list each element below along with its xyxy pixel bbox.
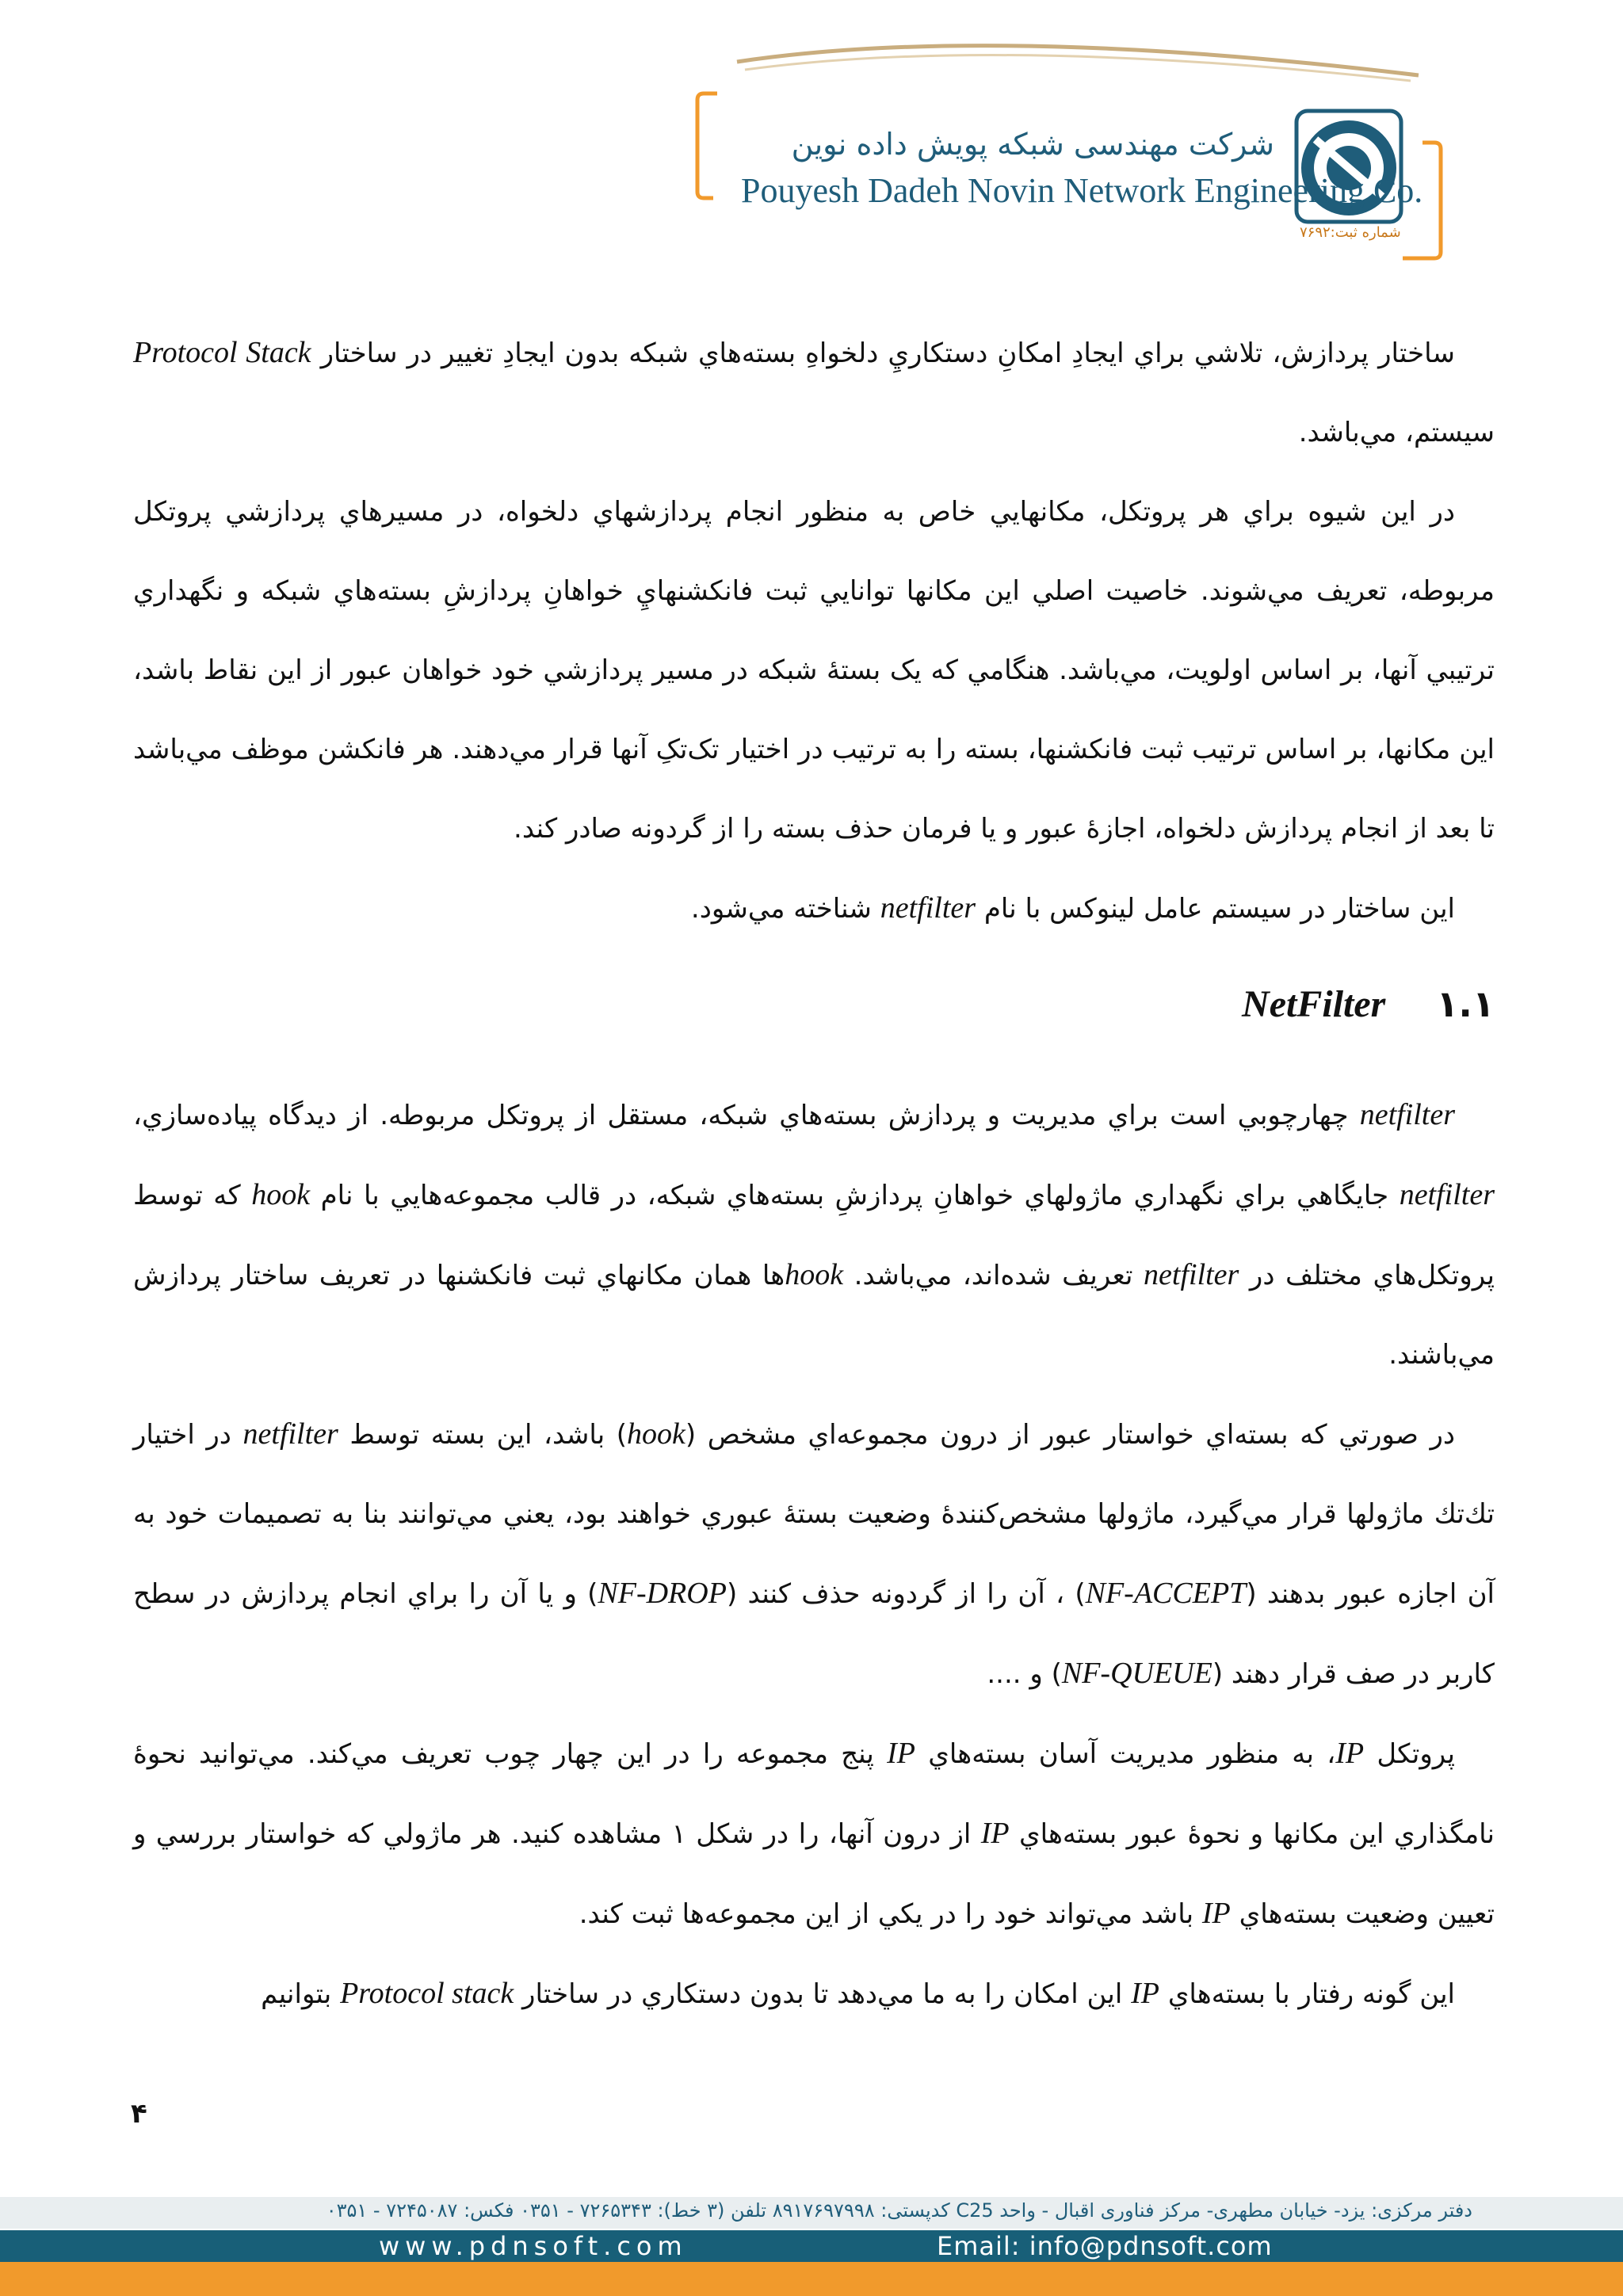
paragraph-1: ساختار پردازش، تلاشي براي ايجادِ امكانِ دستكاريِ دلخواهِ بسته‌هاي شبكه بدون ايجادِ تغيير در ساختار Protocol Stack سيستم، مي‌باشد. xyxy=(133,336,1495,448)
footer-orange-bar xyxy=(0,2262,1623,2296)
paragraph-3: اين ساختار در سيستم عامل لينوكس با نام netfilter شناخته مي‌شود. xyxy=(690,891,1455,925)
paragraph-4: netfilter چهارچوبي است براي مديريت و پردازش بسته‌هاي شبكه، مستقل از پروتكل مربوطه. از ديدگاه پياده‌سازي، netfilter جايگاهي براي نگهداري ماژولهاي خواهانِ پردازشِ بسته‌هاي شبكه، در قالب مجموعه‌هايي با نام hook كه توسط پروتكل‌هاي مختلف در netfilter تعريف شده‌اند، مي‌باشد. hookها همان مكانهاي ثبت فانكشنها در تعريف ساختار پردازش مي‌باشند. xyxy=(133,1098,1495,1371)
paragraph-2: در اين شيوه براي هر پروتكل، مكانهايي خاص به منظور انجام پردازشهاي دلخواه، در مسيرهاي پردازشي پروتكل مربوطه، تعريف مي‌شوند. خاصيت اصلي اين مكانها توانايي ثبت فانكشنهايِ خواهانِ پردازشِ بسته‌هاي شبكه و نگهداري ترتيبي آنها، بر اساس اولويت، مي‌باشد. هنگامي كه یک بستهٔ شبكه در مسير پردازشي خود خواهان عبور از اين نقاط باشد، اين مكانها، بر اساس ترتيب ثبت فانكشنها، بسته را به ترتيب در اختيار تک‌تکِ آنها قرار مي‌دهند. هر فانكشن موظف مي‌باشد تا بعد از انجام پردازش دلخواه، اجازهٔ عبور و يا فرمان حذف بسته را از گردونه صادر كند. xyxy=(133,496,1495,845)
paragraph-6: پروتكل IP، به منظور مديريت آسان بسته‌هاي IP پنج مجموعه را در اين چهار چوب تعريف مي‌كند. مي‌توانيد نحوهٔ نامگذاري اين مكانها و نحوهٔ عبور بسته‌هاي IP از درون آنها، را در شكل ۱ مشاهده كنيد. هر ماژولي كه خواستار بررسي و تعيين وضعيت بسته‌هاي IP باشد مي‌تواند خود را در يكي از اين مجموعه‌ها ثبت كند. xyxy=(133,1737,1495,1930)
registration-number: شماره ثبت:۷۶۹۲ xyxy=(1300,224,1401,241)
company-name-fa: شرکت مهندسی شبکه پویش داده نوین xyxy=(791,127,1274,162)
footer-contact-bar xyxy=(0,2230,1623,2262)
footer-address: دفتر مرکزی: یزد- خیابان مطهری- مرکز فناوری اقبال - واحد C25 کدپستی: ۸۹۱۷۶۹۷۹۹۸ تلفن (۳ خط): ۷۲۶۵۳۴۳ - ۰۳۵۱ فکس: ۷۲۴۵۰۸۷ - ۰۳۵۱ xyxy=(326,2199,1472,2222)
footer-email: Email: info@pdnsoft.com xyxy=(937,2231,1273,2261)
section-number: ۱.۱ xyxy=(1436,982,1495,1025)
letterhead xyxy=(0,0,1623,269)
section-title: NetFilter xyxy=(1242,983,1386,1025)
paragraph-5: در صورتي كه بسته‌اي خواستار عبور از درون مجموعه‌اي مشخص (hook) باشد، اين بسته توسط netfilter در اختيار تك‌تك ماژولها قرار مي‌گيرد، ماژولها مشخص‌كنندهٔ وضعيت بستهٔ عبوري خواهند بود، يعني مي‌توانند بنا به تصميمات خود به آن اجازه عبور بدهند (NF-ACCEPT) ، آن را از گردونه حذف كنند (NF-DROP) و يا آن را براي انجام پردازش در سطح كاربر در صف قرار دهند (NF-QUEUE) و .... xyxy=(133,1417,1495,1690)
company-name-en: Pouyesh Dadeh Novin Network Engineering Co. xyxy=(741,171,1423,210)
footer-website: www.pdnsoft.com xyxy=(379,2231,688,2261)
document-body xyxy=(133,313,1495,2034)
page-number: ۴ xyxy=(131,2098,147,2130)
section-heading xyxy=(133,968,1495,1039)
paragraph-7: اين گونه رفتار با بسته‌هاي IP اين امكان را به ما مي‌دهد تا بدون دستكاري در ساختار Protocol stack بتوانيم xyxy=(261,1977,1455,2010)
